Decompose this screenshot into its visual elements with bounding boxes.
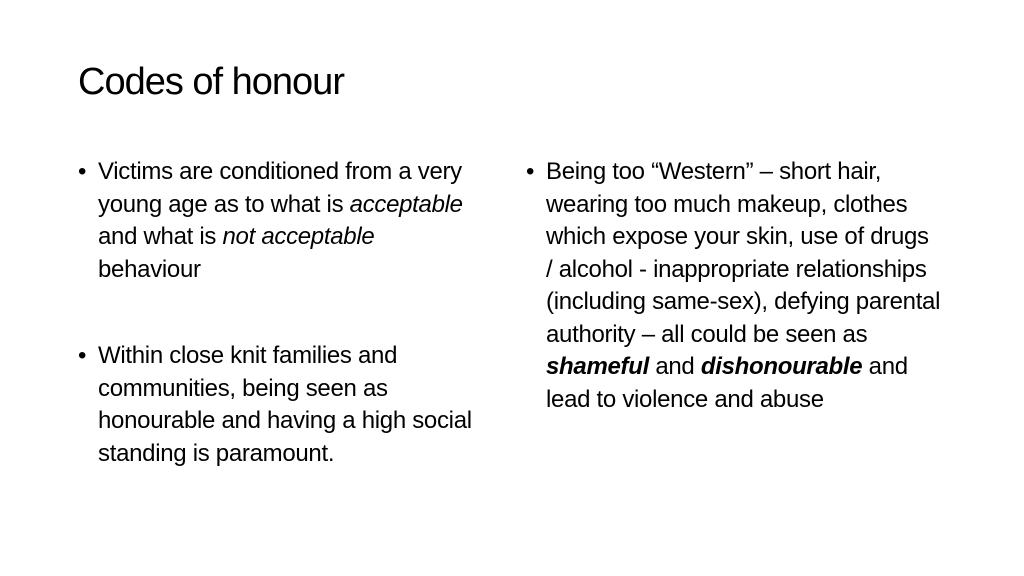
bullet-text-part: and what is bbox=[98, 223, 223, 250]
bullet-text-part: Victims are conditioned from a very young age as to what is bbox=[98, 158, 462, 218]
bullet-text bbox=[98, 158, 463, 283]
bullet-item-families bbox=[78, 340, 478, 470]
emphasis-acceptable: acceptable bbox=[349, 190, 463, 218]
bullet-dot-icon: • bbox=[78, 342, 87, 369]
bullet-text-part: and bbox=[648, 353, 701, 380]
bullet-text-part: and lead to violence and abuse bbox=[546, 353, 908, 413]
emphasis-shameful: shameful bbox=[546, 353, 649, 380]
left-column bbox=[78, 156, 478, 470]
bullet-item-western bbox=[526, 156, 941, 416]
bullet-text bbox=[546, 158, 940, 413]
slide-title: Codes of honour bbox=[78, 61, 344, 103]
bullet-text-part: Being too “Western” – short hair, wearing too much makeup, clothes which expose your skin, use of drugs / alcohol - inappropriate relationships (including same-sex), defying parental authority – all could be seen as bbox=[546, 158, 941, 348]
bullet-text: Within close knit families and communities, being seen as honourable and having a high social standing is paramount. bbox=[98, 342, 472, 467]
bullet-dot-icon: • bbox=[526, 158, 535, 185]
right-column bbox=[526, 156, 941, 416]
emphasis-not-acceptable: not acceptable bbox=[222, 223, 375, 250]
bullet-dot-icon: • bbox=[78, 158, 87, 185]
emphasis-dishonourable: dishonourable bbox=[700, 353, 863, 380]
bullet-item-conditioning bbox=[78, 156, 478, 286]
bullet-text-part: behaviour bbox=[98, 255, 201, 283]
